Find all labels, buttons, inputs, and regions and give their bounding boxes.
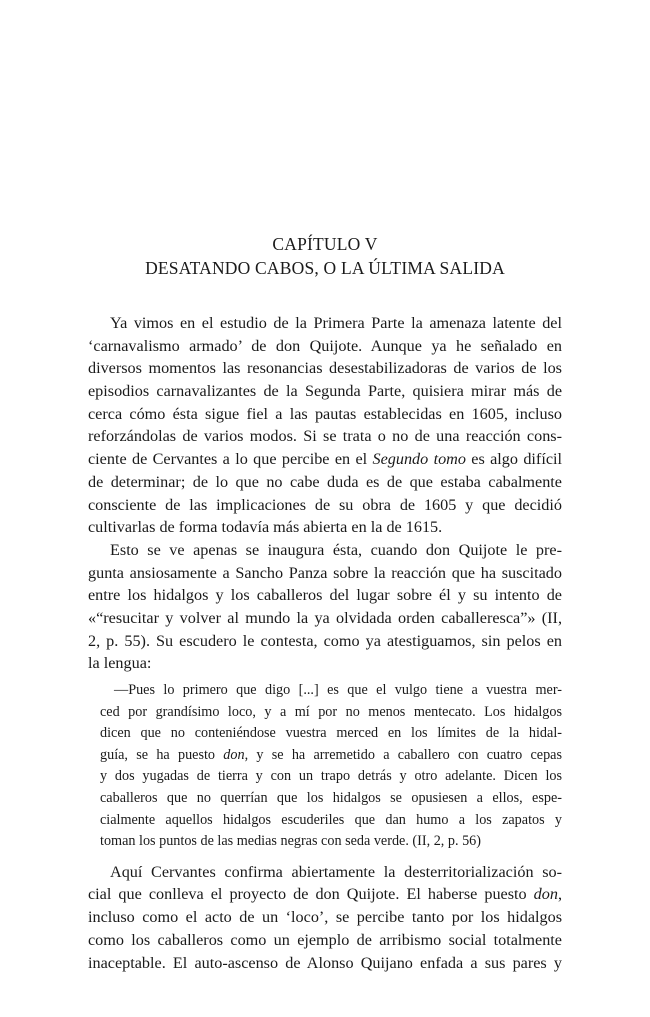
quote-line: cialmente aquellos hidalgos escuderiles que dan humo a los zapatos y [100, 811, 562, 828]
text-line: como los caballeros como un ejemplo de arribismo social totalmente [88, 930, 562, 949]
block-quote [88, 680, 562, 853]
quote-line: caballeros que no querrían que los hidalgos se opusiesen a ellos, espe- [100, 789, 562, 806]
quote-line: ced por grandísimo loco, y a mí por no menos mentecato. Los hidalgos [100, 703, 562, 720]
text-segment: es algo difícil [465, 450, 562, 469]
paragraph-1 [88, 312, 562, 539]
text-line: la lengua: [88, 654, 152, 673]
quote-line: y dos yugadas de tierra y con un trapo detrás y otro adelante. Dicen los [100, 768, 562, 785]
text-line: diversos momentos las resonancias desestabilizadoras de varios de los [88, 359, 562, 378]
text-line: cultivarlas de forma todavía más abierta en la de 1615. [88, 518, 443, 537]
text-segment: , y se ha arremetido a caballero con cuatro cepas [244, 746, 562, 763]
text-segment: guía, se ha puesto [100, 746, 224, 763]
italic-title: Segundo tomo [372, 450, 466, 469]
chapter-heading [88, 232, 562, 280]
text-line: Esto se ve apenas se inaugura ésta, cuando don Quijote le pre- [110, 540, 562, 559]
text-segment: ciente de Cervantes a lo que percibe en el [88, 450, 373, 469]
text-line: ‘carnavalismo armado’ de don Quijote. Aunque ya he señalado en [88, 336, 562, 355]
text-line: entre los hidalgos y los caballeros del lugar sobre él y su intento de [88, 586, 562, 605]
text-line: 2, p. 55). Su escudero le contesta, como ya atestiguamos, sin pelos en [88, 631, 562, 650]
quote-line: dicen que no conteniéndose vuestra merced en los límites de la hidal- [100, 725, 562, 742]
quote-line: toman los puntos de las medias negras con seda verde. (II, 2, p. 56) [100, 833, 481, 850]
text-line: «“resucitar y volver al mundo la ya olvidada orden caballeresca”» (II, [88, 608, 562, 627]
text-line: episodios carnavalizantes de la Segunda Parte, quisiera mirar más de [88, 382, 562, 401]
quote-line: —Pues lo primero que digo [...] es que el vulgo tiene a vuestra mer- [114, 682, 562, 698]
text-line: cerca cómo ésta sigue fiel a las pautas establecidas en 1605, incluso [88, 404, 562, 423]
italic-word: don [533, 885, 558, 904]
text-line [88, 883, 562, 906]
text-line [88, 448, 562, 471]
paragraph-2 [88, 539, 562, 675]
chapter-number: CAPÍTULO V [272, 234, 378, 254]
text-line: Aquí Cervantes confirma abiertamente la desterritorialización so- [110, 862, 562, 881]
text-line: reforzándolas de varios modos. Si se trata o no de una reacción cons- [88, 427, 562, 446]
book-page [88, 0, 562, 1017]
text-line: Ya vimos en el estudio de la Primera Parte la amenaza latente del [110, 314, 562, 332]
paragraph-3 [88, 861, 562, 974]
text-line: de determinar; de lo que no cabe duda es de que estaba cabalmente [88, 472, 562, 491]
text-line: gunta ansiosamente a Sancho Panza sobre la reacción que ha suscitado [88, 563, 562, 582]
text-segment: cial que conlleva el proyecto de don Quijote. El haberse puesto [88, 885, 534, 904]
text-line: consciente de las implicaciones de su obra de 1605 y que decidió [88, 495, 562, 514]
text-segment: , [557, 885, 562, 904]
text-line: inaceptable. El auto-ascenso de Alonso Quijano enfada a sus pares y [88, 953, 562, 972]
text-line: incluso como el acto de un ‘loco’, se percibe tanto por los hidalgos [88, 908, 562, 927]
italic-word: don [223, 746, 245, 763]
quote-line [100, 745, 562, 767]
chapter-title: DESATANDO CABOS, O LA ÚLTIMA SALIDA [145, 258, 505, 278]
body-text [88, 312, 562, 974]
